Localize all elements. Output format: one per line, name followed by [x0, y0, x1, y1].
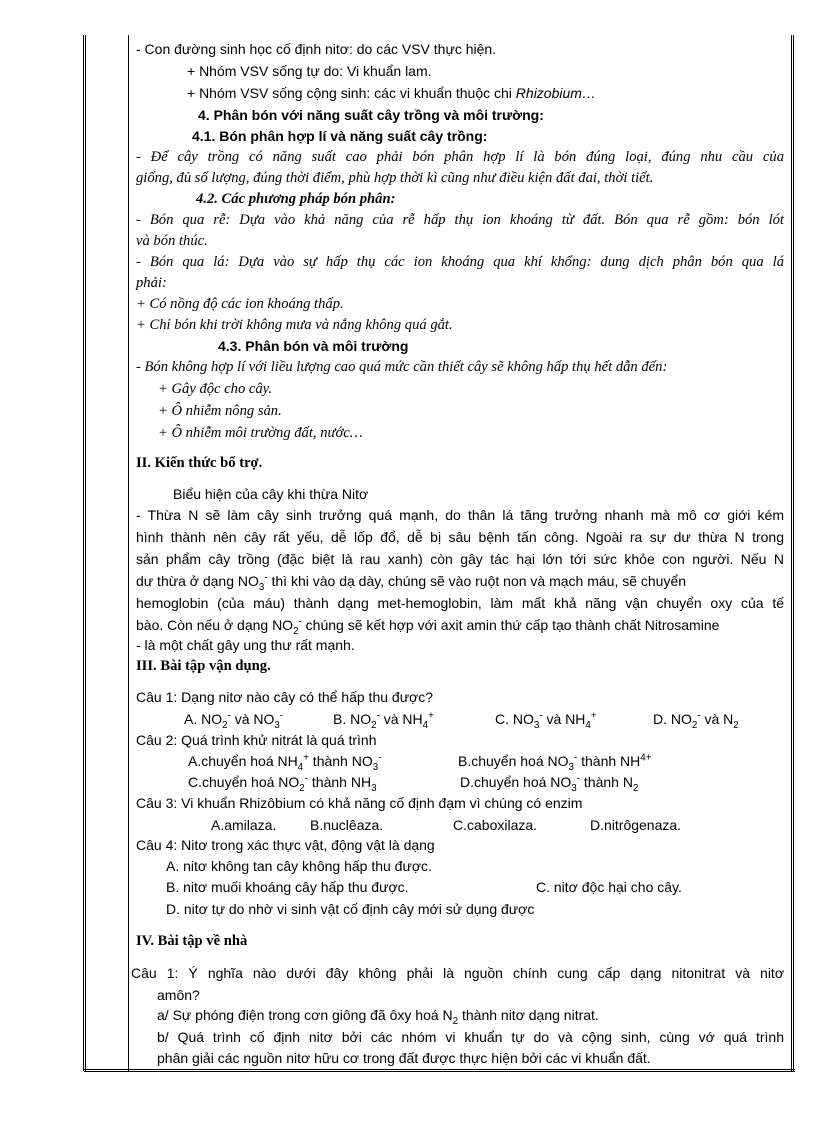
sub-2: 2	[293, 625, 299, 637]
heading-section-3: III. Bài tập vận dụng.	[136, 658, 271, 674]
heading-4-2: 4.2. Các phương pháp bón phân:	[196, 191, 396, 207]
q4-option-a: A. nitơ không tan cây không hấp thu được.	[166, 858, 432, 874]
para-4-3-line4: + Ô nhiễm môi trường đất, nước…	[158, 425, 363, 441]
no3-prefix: dư thừa ở dạng NO	[136, 573, 259, 589]
para-4-3-line3: + Ô nhiễm nông sản.	[158, 403, 282, 419]
heading-section-4: IV. Bài tập về nhà	[136, 933, 248, 949]
section-2-line2: hình thành nên cây rất yếu, dễ lốp đổ, dễ bị sâu bệnh tấn công. Ngoài ra sự dư thừa N trong	[136, 529, 784, 545]
para-4-2-line3: - Bón qua lá: Dựa vào sự hấp thụ các ion khoáng qua khí khổng: dung dịch phân bón qua lá	[136, 254, 784, 270]
table-left-border	[83, 35, 86, 1071]
para-4-1-line1: - Để cây trồng có năng suất cao phải bón phân hợp lí là bón đúng loại, đúng nhu cầu của	[136, 149, 784, 165]
q2-option-a: A.chuyển hoá $NH_4^+$ thành $NO_3^-$	[188, 752, 382, 773]
q2-option-c: C.chuyển hoá $NO_2^-$ thành $NH_3$	[188, 773, 377, 794]
section-2-line3: sản phẩm cây trồng (đặc biệt là rau xanh) còn gây tác hại lớn tới sức khỏe con người. Nếu N	[136, 551, 784, 567]
homework-answer-a: a/ Sự phóng điện trong cơn giông đã ôxy hoá $N_2$ thành nitơ dạng nitrat.	[157, 1007, 599, 1027]
question-2: Câu 2: Quá trình khử nitrát là quá trình	[136, 732, 377, 748]
q3-option-c: C.caboxilaza.	[453, 817, 538, 833]
para-4-2-line1: - Bón qua rễ: Dựa vào khả năng của rễ hấp thụ ion khoáng từ đất. Bón qua rễ gồm: bón lót	[136, 212, 784, 228]
para-4-2-line6: + Chỉ bón khi trời không mưa và nắng không quá gắt.	[136, 317, 453, 333]
para-4-1-line2: giống, đủ số lượng, đúng thời điểm, phù hợp thời kì cũng như điều kiện đất đai, thời tiết.	[136, 170, 654, 186]
no3-suffix: thì khi vào dạ dày, chúng sẽ vào ruột non và mạch máu, sẽ chuyển	[267, 573, 687, 589]
section-2-line4	[136, 572, 687, 593]
no2-prefix: bào. Còn nếu ở dạng NO	[136, 617, 294, 633]
q1-option-c: C. $NO_3^-$ và $NH_4^+$	[495, 710, 597, 731]
section-2-line1: - Thừa N sẽ làm cây sinh trưởng quá mạnh, do thân lá tăng trưởng nhanh mà mô cơ giới kém	[136, 507, 784, 523]
heading-4-3: 4.3. Phân bón và môi trường	[218, 338, 409, 354]
line-free-living-group: + Nhóm VSV sống tự do: Vi khuẩn lam.	[187, 63, 432, 79]
q3-option-a: A.amilaza.	[211, 817, 277, 833]
table-column-divider	[128, 35, 129, 1071]
para-4-2-line4: phải:	[136, 275, 167, 291]
no2-suffix: chúng sẽ kết hợp với axit amin thứ cấp tạo thành chất Nitrosamine	[301, 617, 720, 633]
q4-option-b: B. nitơ muối khoáng cây hấp thu được.	[166, 879, 409, 895]
sup-minus: -	[298, 616, 302, 628]
line-biological-pathway: - Con đường sinh học cố định nitơ: do các VSV thực hiện.	[136, 41, 497, 57]
q1-option-d: D. $NO_2^-$ và $N_2$	[653, 710, 739, 731]
symbiotic-text: + Nhóm VSV sống cộng sinh: các vi khuẩn thuộc chi	[187, 85, 516, 101]
question-3: Câu 3: Vi khuẩn Rhizôbium có khả năng cố định đạm vì chúng có enzim	[136, 795, 583, 811]
question-1: Câu 1: Dạng nitơ nào cây có thể hấp thu được?	[136, 689, 434, 705]
q4-option-d: D. nitơ tự do nhờ vi sinh vật cố định cây mới sử dụng được	[166, 901, 535, 917]
para-4-3-line1: - Bón không hợp lí với liều lượng cao quá mức cần thiết cây sẽ không hấp thụ hết dẫn đến:	[136, 359, 668, 375]
sub-3: 3	[258, 581, 265, 593]
q3-option-b: B.nuclêaza.	[310, 817, 384, 833]
q2-option-b: B.chuyển hoá $NO_3^-$ thành $NH^{4+}$	[458, 752, 652, 773]
section-2-title: Biểu hiện của cây khi thừa Nitơ	[173, 486, 369, 502]
q1-option-a: A. $NO_2^-$ và $NO_3^-$	[184, 710, 284, 731]
sup-minus: -	[264, 572, 268, 584]
homework-answer-b-line2: phân giải các nguồn nitơ hữu cơ trong đất được thực hiện bởi các vi khuẩn đất.	[157, 1050, 651, 1066]
question-4: Câu 4: Nitơ trong xác thực vật, động vật là dạng	[136, 837, 435, 853]
q3-option-d: D.nitrôgenaza.	[590, 817, 682, 833]
heading-section-2: II. Kiến thức bổ trợ.	[136, 455, 263, 471]
table-bottom-border	[84, 1069, 795, 1072]
homework-q1-line1: Câu 1: Ý nghĩa nào dưới đây không phải là nguồn chính cung cấp dạng nitonitrat và nitơ	[131, 965, 784, 981]
heading-4: 4. Phân bón với năng suất cây trồng và môi trường:	[198, 107, 544, 123]
homework-q1-line2: amôn?	[157, 987, 200, 1003]
para-4-3-line2: + Gây độc cho cây.	[158, 381, 272, 397]
table-right-border	[791, 35, 794, 1071]
homework-answer-b-line1: b/ Quá trình cố định nitơ bởi các nhóm vi khuẩn tự do và cộng sinh, cùng vớ quá trình	[157, 1029, 784, 1045]
q1-option-b: B. $NO_2^-$ và $NH_4^+$	[333, 710, 434, 731]
q4-option-c: C. nitơ độc hại cho cây.	[536, 879, 682, 895]
section-2-line6	[136, 616, 720, 637]
para-4-2-line5: + Có nồng độ các ion khoáng thấp.	[136, 296, 344, 312]
heading-4-1: 4.1. Bón phân hợp lí và năng suất cây trồng:	[192, 128, 488, 144]
line-symbiotic-group	[187, 84, 596, 102]
section-2-line5: hemoglobin (của máu) thành dạng met-hemoglobin, làm mất khả năng vận chuyển oxy của tế	[136, 595, 784, 611]
q2-option-d: D.chuyển hoá $NO_3^-$ thành $N_2$	[460, 773, 639, 794]
para-4-2-line2: và bón thúc.	[136, 233, 208, 249]
rhizobium-italic: Rhizobium…	[515, 85, 596, 101]
section-2-line7: - là một chất gây ung thư rất mạnh.	[136, 637, 355, 653]
